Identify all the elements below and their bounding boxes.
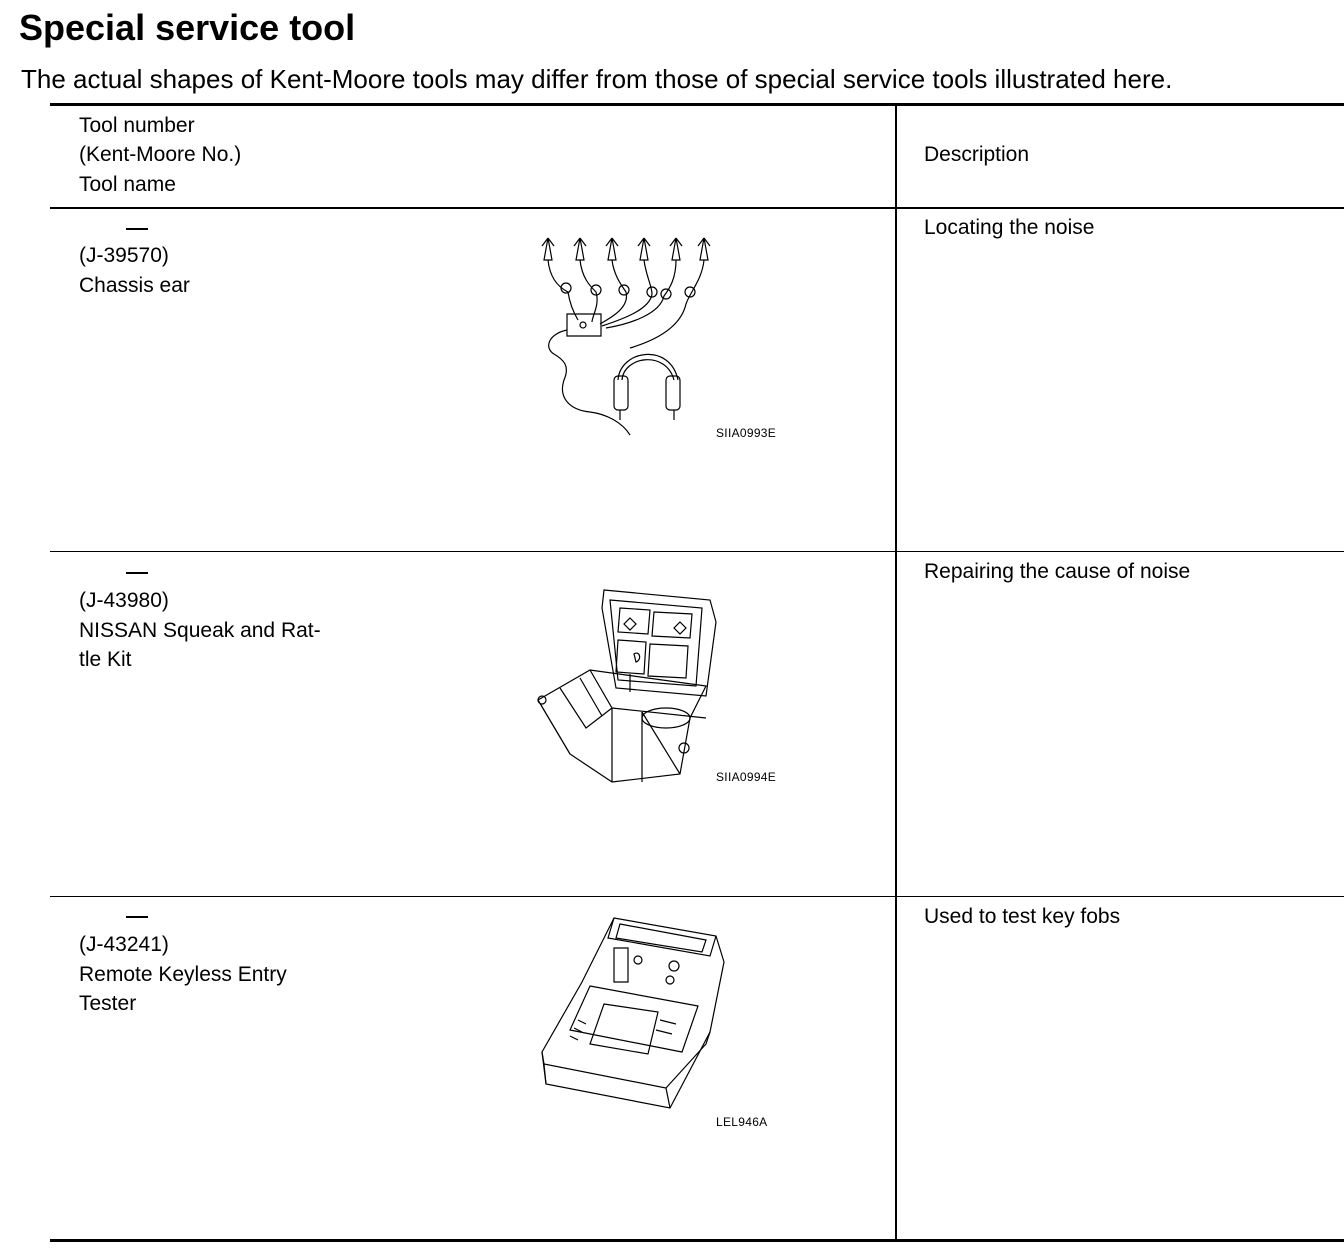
microphone-lead-icon [548,260,704,348]
tool-number-dash [126,572,148,574]
tester-body-icon [542,918,724,1108]
tool-description: Locating the noise [924,216,1095,239]
header-kent-moore-no: (Kent-Moore No.) [79,143,242,166]
tool-number-dash [126,228,148,230]
table-row-divider [50,551,1344,552]
tool-name-continued: Tester [79,992,137,1015]
alligator-clip-icon [542,238,710,260]
figure-code: SIIA0993E [716,426,777,440]
page-title: Special service tool [19,7,356,48]
tool-name: Chassis ear [79,274,190,297]
table-header-rule [50,207,1344,209]
header-tool-number: Tool number [79,114,195,137]
tool-description: Used to test key fobs [924,905,1121,928]
figure-code: LEL946A [716,1115,768,1129]
tool-name-continued: tle Kit [79,648,132,671]
headphones-icon [614,354,680,420]
tool-number-dash [126,916,148,918]
table-row-divider [50,896,1344,897]
kent-moore-number: (J-39570) [79,244,169,267]
figure-code: SIIA0994E [716,770,777,784]
kent-moore-number: (J-43241) [79,933,169,956]
switch-box-icon [567,314,601,336]
keyless-entry-tester-illustration [530,912,730,1112]
kent-moore-number: (J-43980) [79,589,169,612]
page-subtitle: The actual shapes of Kent-Moore tools may differ from those of special service tools illustrated here. [21,64,1173,94]
header-description: Description [924,143,1030,166]
table-column-divider [895,106,897,1240]
tool-description: Repairing the cause of noise [924,560,1191,583]
tool-name: Remote Keyless Entry [79,963,287,986]
table-bottom-rule [50,1239,1344,1242]
chassis-ear-illustration [530,230,730,440]
squeak-rattle-kit-illustration [530,578,730,788]
tool-name: NISSAN Squeak and Rat- [79,619,321,642]
table-top-rule [50,103,1344,106]
header-tool-name: Tool name [79,173,176,196]
